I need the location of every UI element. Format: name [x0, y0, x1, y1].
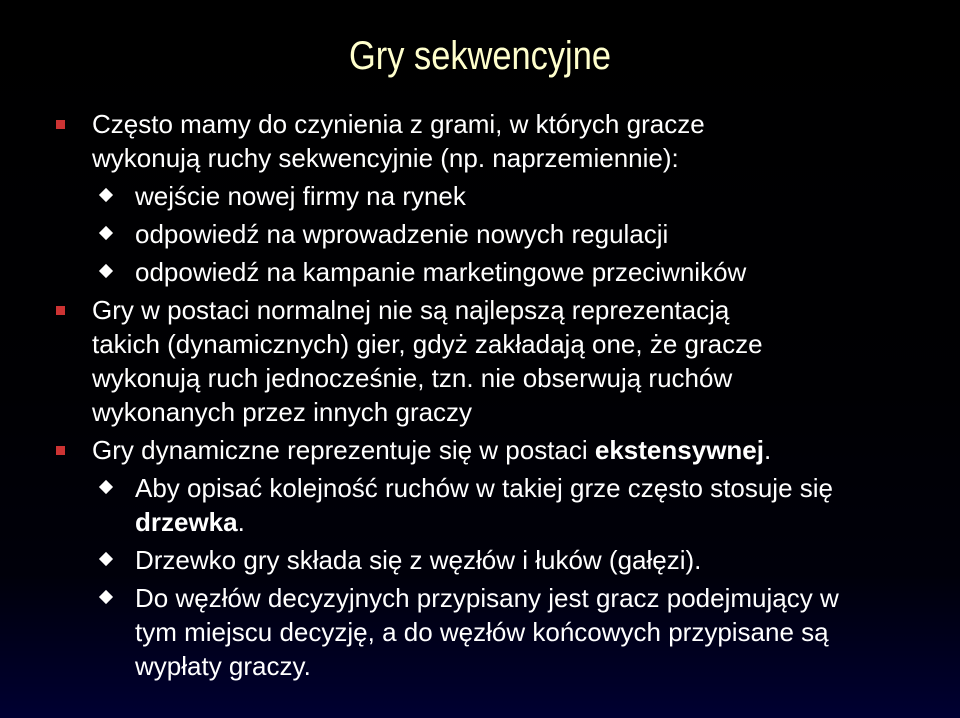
bullet-text-line: takich (dynamicznych) gier, gdyż zakładają one, że gracze	[92, 329, 763, 359]
bold-term: ekstensywnej	[594, 435, 764, 465]
sub-bullet-item	[0, 543, 960, 577]
bullet-text-line: wykonują ruch jednocześnie, tzn. nie obserwują ruchów	[92, 363, 733, 393]
sub-bullet-text-line: tym miejscu decyzję, a do węzłów końcowych przypisane są	[135, 617, 829, 647]
slide-content	[0, 107, 960, 683]
diamond-bullet-icon	[99, 264, 113, 278]
bullet-text-line: Gry w postaci normalnej nie są najlepszą reprezentacją	[92, 295, 730, 325]
diamond-bullet-icon	[99, 226, 113, 240]
sub-bullet-text-line: Do węzłów decyzyjnych przypisany jest gracz podejmujący w	[135, 583, 839, 613]
bullet-text-segment: .	[763, 435, 772, 465]
diamond-bullet-icon	[99, 480, 113, 494]
bullet-text-line: wykonują ruchy sekwencyjnie (np. naprzemiennie):	[92, 143, 679, 173]
sub-bullet-text-segment: .	[237, 507, 245, 537]
sub-bullet-text-line: odpowiedź na wprowadzenie nowych regulacji	[135, 219, 669, 249]
square-bullet-icon	[56, 306, 65, 315]
bullet-text-segment: Gry dynamiczne reprezentuje się w postaci	[92, 435, 595, 465]
bold-term: drzewka	[135, 507, 238, 537]
sub-bullet-text-line: Aby opisać kolejność ruchów w takiej grze często stosuje się	[135, 473, 833, 503]
sub-bullet-item	[0, 581, 960, 683]
slide-title: Gry sekwencyjne	[349, 34, 611, 78]
square-bullet-icon	[56, 120, 65, 129]
bullet-item	[0, 433, 960, 467]
sub-bullet-item	[0, 255, 960, 289]
bullet-text-line: Często mamy do czynienia z grami, w których gracze	[92, 109, 705, 139]
bullet-text-line: wykonanych przez innych graczy	[92, 397, 473, 427]
sub-bullet-text-line: Drzewko gry składa się z węzłów i łuków (gałęzi).	[135, 545, 702, 575]
bullet-item	[0, 293, 960, 429]
bullet-item	[0, 107, 960, 175]
diamond-bullet-icon	[99, 590, 113, 604]
diamond-bullet-icon	[99, 552, 113, 566]
diamond-bullet-icon	[99, 188, 113, 202]
sub-bullet-text-line: wejście nowej firmy na rynek	[135, 181, 466, 211]
square-bullet-icon	[56, 446, 65, 455]
sub-bullet-item	[0, 471, 960, 539]
sub-bullet-text-line	[135, 505, 960, 539]
sub-bullet-item	[0, 217, 960, 251]
sub-bullet-item	[0, 179, 960, 213]
sub-bullet-text-line: odpowiedź na kampanie marketingowe przeciwników	[135, 257, 747, 287]
bullet-text-line	[92, 433, 960, 467]
sub-bullet-text-line: wypłaty graczy.	[135, 651, 311, 681]
